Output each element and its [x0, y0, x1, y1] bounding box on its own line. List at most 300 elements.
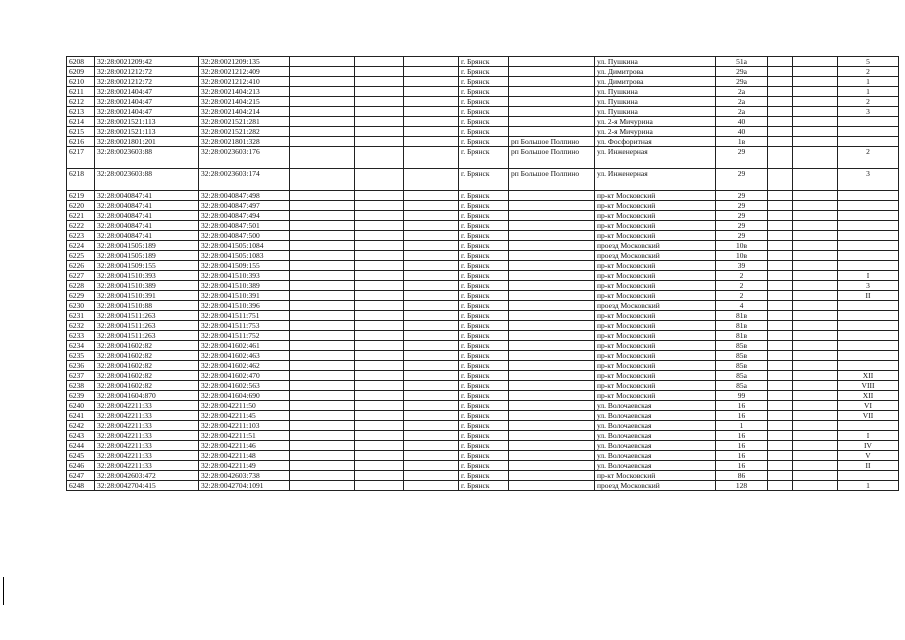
empty-cell — [355, 431, 404, 441]
row-number-cell: 6229 — [67, 291, 95, 301]
empty-cell — [404, 471, 459, 481]
house-number-cell: 16 — [716, 441, 768, 451]
empty-cell — [768, 411, 793, 421]
locality-cell — [509, 231, 595, 241]
locality-cell — [509, 361, 595, 371]
empty-cell — [355, 321, 404, 331]
empty-cell — [793, 107, 838, 117]
row-number-cell: 6226 — [67, 261, 95, 271]
empty-cell — [768, 211, 793, 221]
empty-cell — [355, 311, 404, 321]
locality-cell — [509, 481, 595, 491]
empty-cell — [768, 421, 793, 431]
empty-cell — [355, 241, 404, 251]
locality-cell — [509, 221, 595, 231]
table-row — [67, 57, 899, 67]
parcel-cadastral-number-cell: 32:28:0041602:82 — [95, 361, 199, 371]
locality-cell — [509, 371, 595, 381]
empty-cell — [290, 117, 355, 127]
street-cell: ул. Пушкина — [595, 107, 716, 117]
empty-cell — [404, 351, 459, 361]
locality-cell — [509, 117, 595, 127]
street-cell: пр-кт Московский — [595, 211, 716, 221]
house-number-cell: 99 — [716, 391, 768, 401]
empty-cell — [404, 441, 459, 451]
row-number-cell: 6230 — [67, 301, 95, 311]
empty-cell — [768, 371, 793, 381]
city-cell: г. Брянск — [459, 311, 509, 321]
city-cell: г. Брянск — [459, 461, 509, 471]
empty-cell — [355, 57, 404, 67]
empty-cell — [290, 251, 355, 261]
row-number-cell: 6244 — [67, 441, 95, 451]
empty-cell — [355, 191, 404, 201]
empty-cell — [404, 361, 459, 371]
table-row — [67, 137, 899, 147]
street-cell: пр-кт Московский — [595, 311, 716, 321]
empty-cell — [290, 341, 355, 351]
empty-cell — [793, 57, 838, 67]
empty-cell — [355, 221, 404, 231]
city-cell: г. Брянск — [459, 441, 509, 451]
street-cell: пр-кт Московский — [595, 271, 716, 281]
row-number-cell: 6247 — [67, 471, 95, 481]
object-cadastral-number-cell: 32:28:0040847:498 — [199, 191, 290, 201]
locality-cell — [509, 57, 595, 67]
street-cell: ул. Волочаевская — [595, 421, 716, 431]
empty-cell — [793, 281, 838, 291]
locality-cell — [509, 271, 595, 281]
parcel-cadastral-number-cell: 32:28:0041602:82 — [95, 381, 199, 391]
empty-cell — [768, 321, 793, 331]
empty-cell — [768, 461, 793, 471]
empty-cell — [290, 291, 355, 301]
table-row — [67, 67, 899, 77]
object-cadastral-number-cell: 32:28:0021209:135 — [199, 57, 290, 67]
empty-cell — [355, 127, 404, 137]
city-cell: г. Брянск — [459, 411, 509, 421]
city-cell: г. Брянск — [459, 77, 509, 87]
house-number-cell: 29 — [716, 221, 768, 231]
row-number-cell: 6215 — [67, 127, 95, 137]
empty-cell — [768, 231, 793, 241]
premises-number-cell — [838, 471, 899, 481]
empty-cell — [355, 97, 404, 107]
row-number-cell: 6225 — [67, 251, 95, 261]
empty-cell — [768, 191, 793, 201]
empty-cell — [355, 301, 404, 311]
premises-number-cell — [838, 251, 899, 261]
empty-cell — [404, 251, 459, 261]
empty-cell — [793, 331, 838, 341]
empty-cell — [355, 201, 404, 211]
house-number-cell: 29 — [716, 147, 768, 169]
city-cell: г. Брянск — [459, 169, 509, 191]
object-cadastral-number-cell: 32:28:0041602:470 — [199, 371, 290, 381]
empty-cell — [355, 87, 404, 97]
margin-mark — [3, 577, 4, 605]
premises-number-cell: VI — [838, 401, 899, 411]
city-cell: г. Брянск — [459, 147, 509, 169]
premises-number-cell: 1 — [838, 77, 899, 87]
empty-cell — [290, 471, 355, 481]
premises-number-cell — [838, 127, 899, 137]
object-cadastral-number-cell: 32:28:0041510:396 — [199, 301, 290, 311]
empty-cell — [768, 107, 793, 117]
object-cadastral-number-cell: 32:28:0021801:328 — [199, 137, 290, 147]
empty-cell — [404, 301, 459, 311]
empty-cell — [355, 251, 404, 261]
row-number-cell: 6234 — [67, 341, 95, 351]
street-cell: пр-кт Московский — [595, 201, 716, 211]
empty-cell — [793, 67, 838, 77]
object-cadastral-number-cell: 32:28:0021404:215 — [199, 97, 290, 107]
premises-number-cell — [838, 137, 899, 147]
object-cadastral-number-cell: 32:28:0040847:500 — [199, 231, 290, 241]
empty-cell — [355, 137, 404, 147]
object-cadastral-number-cell: 32:28:0041510:391 — [199, 291, 290, 301]
empty-cell — [290, 57, 355, 67]
house-number-cell: 29а — [716, 77, 768, 87]
parcel-cadastral-number-cell: 32:28:0023603:88 — [95, 147, 199, 169]
house-number-cell: 51а — [716, 57, 768, 67]
locality-cell — [509, 441, 595, 451]
table-row — [67, 431, 899, 441]
object-cadastral-number-cell: 32:28:0021212:410 — [199, 77, 290, 87]
locality-cell — [509, 201, 595, 211]
empty-cell — [355, 421, 404, 431]
street-cell: пр-кт Московский — [595, 321, 716, 331]
locality-cell: рп Большое Полпино — [509, 137, 595, 147]
row-number-cell: 6220 — [67, 201, 95, 211]
row-number-cell: 6223 — [67, 231, 95, 241]
locality-cell — [509, 97, 595, 107]
empty-cell — [355, 381, 404, 391]
premises-number-cell: 3 — [838, 107, 899, 117]
house-number-cell: 40 — [716, 127, 768, 137]
empty-cell — [355, 107, 404, 117]
object-cadastral-number-cell: 32:28:0041510:389 — [199, 281, 290, 291]
empty-cell — [404, 241, 459, 251]
street-cell: пр-кт Московский — [595, 331, 716, 341]
locality-cell — [509, 241, 595, 251]
parcel-cadastral-number-cell: 32:28:0042211:33 — [95, 451, 199, 461]
empty-cell — [793, 311, 838, 321]
house-number-cell: 4 — [716, 301, 768, 311]
row-number-cell: 6217 — [67, 147, 95, 169]
premises-number-cell — [838, 241, 899, 251]
empty-cell — [290, 231, 355, 241]
empty-cell — [768, 261, 793, 271]
locality-cell — [509, 87, 595, 97]
empty-cell — [768, 67, 793, 77]
city-cell: г. Брянск — [459, 191, 509, 201]
empty-cell — [290, 431, 355, 441]
empty-cell — [793, 77, 838, 87]
locality-cell: рп Большое Полпино — [509, 147, 595, 169]
empty-cell — [290, 77, 355, 87]
premises-number-cell: V — [838, 451, 899, 461]
empty-cell — [793, 127, 838, 137]
empty-cell — [404, 311, 459, 321]
empty-cell — [793, 191, 838, 201]
parcel-cadastral-number-cell: 32:28:0021212:72 — [95, 77, 199, 87]
house-number-cell: 10в — [716, 241, 768, 251]
empty-cell — [793, 147, 838, 169]
empty-cell — [404, 261, 459, 271]
row-number-cell: 6212 — [67, 97, 95, 107]
parcel-cadastral-number-cell: 32:28:0041511:263 — [95, 311, 199, 321]
house-number-cell: 29 — [716, 231, 768, 241]
empty-cell — [290, 211, 355, 221]
empty-cell — [290, 381, 355, 391]
premises-number-cell: VIII — [838, 381, 899, 391]
empty-cell — [404, 461, 459, 471]
premises-number-cell — [838, 231, 899, 241]
locality-cell — [509, 381, 595, 391]
table-row — [67, 381, 899, 391]
locality-cell — [509, 331, 595, 341]
city-cell: г. Брянск — [459, 301, 509, 311]
empty-cell — [290, 481, 355, 491]
empty-cell — [768, 57, 793, 67]
locality-cell — [509, 211, 595, 221]
empty-cell — [355, 291, 404, 301]
row-number-cell: 6231 — [67, 311, 95, 321]
empty-cell — [793, 391, 838, 401]
empty-cell — [290, 271, 355, 281]
premises-number-cell — [838, 311, 899, 321]
city-cell: г. Брянск — [459, 291, 509, 301]
empty-cell — [768, 381, 793, 391]
house-number-cell: 29а — [716, 67, 768, 77]
empty-cell — [290, 97, 355, 107]
empty-cell — [793, 461, 838, 471]
premises-number-cell: XII — [838, 391, 899, 401]
street-cell: ул. Инженерная — [595, 169, 716, 191]
empty-cell — [355, 441, 404, 451]
locality-cell — [509, 351, 595, 361]
street-cell: проезд Московский — [595, 301, 716, 311]
row-number-cell: 6238 — [67, 381, 95, 391]
city-cell: г. Брянск — [459, 421, 509, 431]
house-number-cell: 16 — [716, 461, 768, 471]
house-number-cell: 81в — [716, 321, 768, 331]
empty-cell — [768, 137, 793, 147]
city-cell: г. Брянск — [459, 201, 509, 211]
empty-cell — [404, 201, 459, 211]
city-cell: г. Брянск — [459, 87, 509, 97]
street-cell: проезд Московский — [595, 481, 716, 491]
empty-cell — [404, 191, 459, 201]
city-cell: г. Брянск — [459, 351, 509, 361]
object-cadastral-number-cell: 32:28:0041510:393 — [199, 271, 290, 281]
house-number-cell: 85в — [716, 341, 768, 351]
locality-cell — [509, 311, 595, 321]
empty-cell — [355, 401, 404, 411]
object-cadastral-number-cell: 32:28:0042211:46 — [199, 441, 290, 451]
row-number-cell: 6242 — [67, 421, 95, 431]
parcel-cadastral-number-cell: 32:28:0021212:72 — [95, 67, 199, 77]
street-cell: пр-кт Московский — [595, 341, 716, 351]
empty-cell — [290, 169, 355, 191]
street-cell: ул. Волочаевская — [595, 461, 716, 471]
table-body — [67, 57, 899, 491]
empty-cell — [290, 281, 355, 291]
empty-cell — [355, 341, 404, 351]
street-cell: проезд Московский — [595, 241, 716, 251]
street-cell: ул. Димитрова — [595, 67, 716, 77]
parcel-cadastral-number-cell: 32:28:0041604:870 — [95, 391, 199, 401]
parcel-cadastral-number-cell: 32:28:0041511:263 — [95, 321, 199, 331]
empty-cell — [404, 401, 459, 411]
locality-cell: рп Большое Полпино — [509, 169, 595, 191]
parcel-cadastral-number-cell: 32:28:0021404:47 — [95, 97, 199, 107]
table-row — [67, 147, 899, 169]
city-cell: г. Брянск — [459, 117, 509, 127]
empty-cell — [793, 471, 838, 481]
table-row — [67, 401, 899, 411]
table-row — [67, 341, 899, 351]
empty-cell — [290, 461, 355, 471]
city-cell: г. Брянск — [459, 231, 509, 241]
table-row — [67, 311, 899, 321]
locality-cell — [509, 261, 595, 271]
parcel-cadastral-number-cell: 32:28:0021209:42 — [95, 57, 199, 67]
empty-cell — [768, 301, 793, 311]
empty-cell — [355, 271, 404, 281]
parcel-cadastral-number-cell: 32:28:0041602:82 — [95, 341, 199, 351]
empty-cell — [404, 57, 459, 67]
street-cell: ул. 2-я Мичурина — [595, 127, 716, 137]
empty-cell — [768, 361, 793, 371]
house-number-cell: 16 — [716, 451, 768, 461]
parcel-cadastral-number-cell: 32:28:0041510:393 — [95, 271, 199, 281]
document-page — [66, 56, 875, 491]
table-row — [67, 321, 899, 331]
object-cadastral-number-cell: 32:28:0041511:753 — [199, 321, 290, 331]
table-row — [67, 471, 899, 481]
table-row — [67, 481, 899, 491]
premises-number-cell: 3 — [838, 281, 899, 291]
empty-cell — [768, 117, 793, 127]
empty-cell — [290, 107, 355, 117]
empty-cell — [768, 127, 793, 137]
table-row — [67, 291, 899, 301]
premises-number-cell: II — [838, 461, 899, 471]
city-cell: г. Брянск — [459, 241, 509, 251]
parcel-cadastral-number-cell: 32:28:0041510:88 — [95, 301, 199, 311]
parcel-cadastral-number-cell: 32:28:0021404:47 — [95, 87, 199, 97]
locality-cell — [509, 191, 595, 201]
city-cell: г. Брянск — [459, 221, 509, 231]
object-cadastral-number-cell: 32:28:0021404:213 — [199, 87, 290, 97]
parcel-cadastral-number-cell: 32:28:0042211:33 — [95, 431, 199, 441]
empty-cell — [793, 211, 838, 221]
city-cell: г. Брянск — [459, 127, 509, 137]
empty-cell — [355, 331, 404, 341]
empty-cell — [768, 221, 793, 231]
premises-number-cell — [838, 361, 899, 371]
empty-cell — [793, 251, 838, 261]
table-row — [67, 127, 899, 137]
table-row — [67, 361, 899, 371]
object-cadastral-number-cell: 32:28:0041511:751 — [199, 311, 290, 321]
table-row — [67, 331, 899, 341]
empty-cell — [290, 87, 355, 97]
locality-cell — [509, 281, 595, 291]
table-row — [67, 461, 899, 471]
row-number-cell: 6241 — [67, 411, 95, 421]
empty-cell — [768, 481, 793, 491]
row-number-cell: 6219 — [67, 191, 95, 201]
row-number-cell: 6208 — [67, 57, 95, 67]
parcel-cadastral-number-cell: 32:28:0041602:82 — [95, 351, 199, 361]
table-row — [67, 421, 899, 431]
object-cadastral-number-cell: 32:28:0042211:49 — [199, 461, 290, 471]
premises-number-cell: I — [838, 271, 899, 281]
locality-cell — [509, 301, 595, 311]
table-row — [67, 201, 899, 211]
empty-cell — [290, 221, 355, 231]
locality-cell — [509, 67, 595, 77]
table-row — [67, 211, 899, 221]
table-row — [67, 261, 899, 271]
row-number-cell: 6213 — [67, 107, 95, 117]
object-cadastral-number-cell: 32:28:0042211:48 — [199, 451, 290, 461]
object-cadastral-number-cell: 32:28:0040847:494 — [199, 211, 290, 221]
parcel-cadastral-number-cell: 32:28:0042704:415 — [95, 481, 199, 491]
empty-cell — [768, 341, 793, 351]
row-number-cell: 6216 — [67, 137, 95, 147]
row-number-cell: 6227 — [67, 271, 95, 281]
premises-number-cell — [838, 421, 899, 431]
row-number-cell: 6240 — [67, 401, 95, 411]
house-number-cell: 1 — [716, 421, 768, 431]
empty-cell — [768, 77, 793, 87]
object-cadastral-number-cell: 32:28:0023603:176 — [199, 147, 290, 169]
house-number-cell: 2 — [716, 271, 768, 281]
empty-cell — [768, 201, 793, 211]
table-row — [67, 77, 899, 87]
table-row — [67, 251, 899, 261]
parcel-cadastral-number-cell: 32:28:0041505:189 — [95, 241, 199, 251]
object-cadastral-number-cell: 32:28:0041509:155 — [199, 261, 290, 271]
empty-cell — [793, 401, 838, 411]
empty-cell — [290, 301, 355, 311]
parcel-cadastral-number-cell: 32:28:0041509:155 — [95, 261, 199, 271]
locality-cell — [509, 291, 595, 301]
empty-cell — [793, 87, 838, 97]
object-cadastral-number-cell: 32:28:0042211:50 — [199, 401, 290, 411]
street-cell: пр-кт Московский — [595, 361, 716, 371]
empty-cell — [290, 147, 355, 169]
empty-cell — [404, 271, 459, 281]
empty-cell — [793, 321, 838, 331]
empty-cell — [768, 87, 793, 97]
parcel-cadastral-number-cell: 32:28:0021521:113 — [95, 117, 199, 127]
city-cell: г. Брянск — [459, 261, 509, 271]
empty-cell — [290, 127, 355, 137]
house-number-cell: 1в — [716, 137, 768, 147]
premises-number-cell: 5 — [838, 57, 899, 67]
table-row — [67, 231, 899, 241]
house-number-cell: 29 — [716, 211, 768, 221]
object-cadastral-number-cell: 32:28:0023603:174 — [199, 169, 290, 191]
empty-cell — [355, 211, 404, 221]
street-cell: ул. Волочаевская — [595, 431, 716, 441]
empty-cell — [290, 331, 355, 341]
